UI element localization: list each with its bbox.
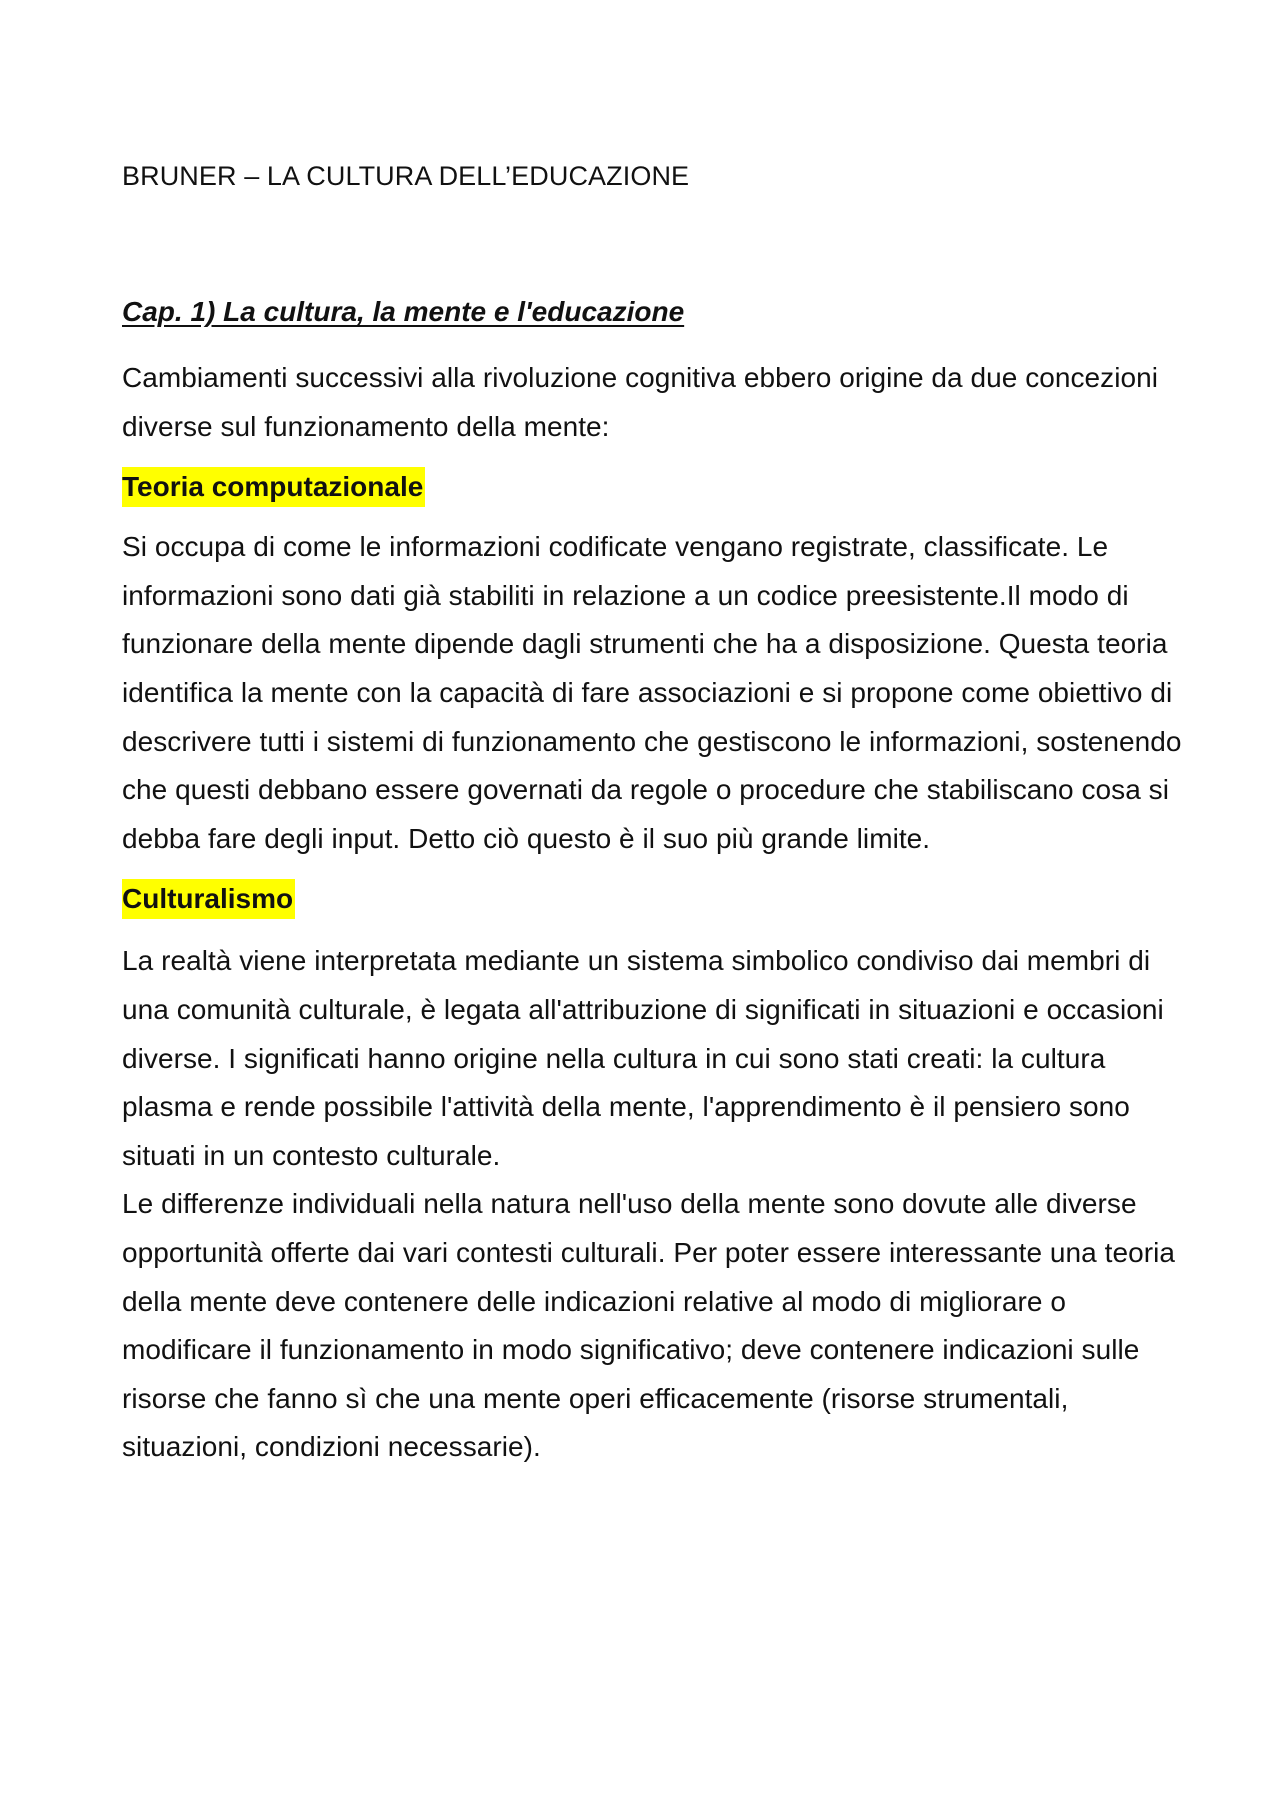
document-content <box>122 156 1182 1472</box>
culturalism-paragraph-2: Le differenze individuali nella natura nell'uso della mente sono dovute alle diverse opportunità offerte dai vari contesti culturali. Per poter essere interessante una teoria della mente deve contenere delle indicazioni relative al modo di migliorare o modificare il funzionamento in modo significativo; deve contenere indicazioni sulle risorse che fanno sì che una mente operi efficacemente (risorse strumentali, situazioni, condizioni necessarie). <box>122 1188 1175 1463</box>
chapter-heading: Cap. 1) La cultura, la mente e l'educazione <box>122 296 685 327</box>
section-culturalism <box>122 879 1182 919</box>
section-heading-computational-theory: Teoria computazionale <box>122 467 425 507</box>
culturalism-paragraph: La realtà viene interpretata mediante un sistema simbolico condiviso dai membri di una comunità culturale, è legata all'attribuzione di significati in situazioni e occasioni diverse. I significati hanno origine nella cultura in cui sono stati creati: la cultura plasma e rende possibile l'attività della mente, l'apprendimento è il pensiero sono situati in un contesto culturale. <box>122 945 1164 1171</box>
section-heading-culturalism: Culturalismo <box>122 879 295 919</box>
computational-theory-paragraph: Si occupa di come le informazioni codificate vengano registrate, classificate. Le informazioni sono dati già stabiliti in relazione a un codice preesistente.Il modo di funzionare della mente dipende dagli strumenti che ha a disposizione. Questa teoria identifica la mente con la capacità di fare associazioni e si propone come obiettivo di descrivere tutti i sistemi di funzionamento che gestiscono le informazioni, sostenendo che questi debbano essere governati da regole o procedure che stabiliscano cosa si debba fare degli input. Detto ciò questo è il suo più grande limite. <box>122 531 1182 854</box>
section-computational <box>122 467 1182 507</box>
intro-paragraph: Cambiamenti successivi alla rivoluzione cognitiva ebbero origine da due concezioni diverse sul funzionamento della mente: <box>122 362 1158 442</box>
document-title: BRUNER – LA CULTURA DELL’EDUCAZIONE <box>122 161 690 191</box>
